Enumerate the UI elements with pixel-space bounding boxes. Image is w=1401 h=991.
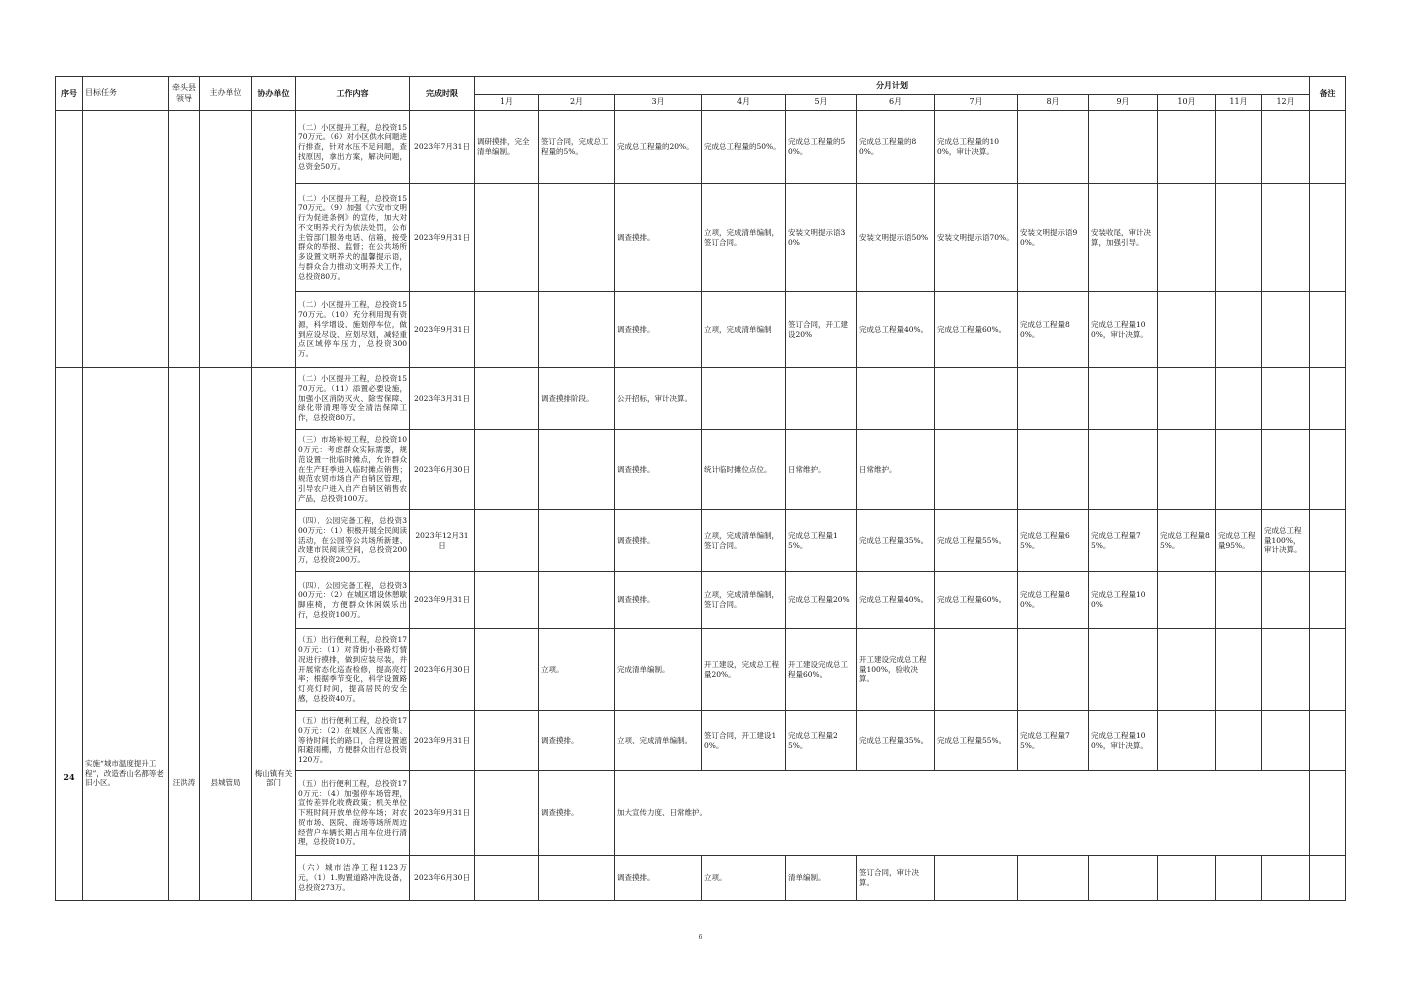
month-3-cell: 加大宣传力度、日常维护。 — [615, 771, 1310, 856]
month-10-cell — [1158, 430, 1216, 510]
month-11-cell — [1216, 430, 1262, 510]
month-4-cell: 完成总工程量的50%。 — [702, 111, 786, 184]
month-9-cell — [1089, 111, 1158, 184]
month-8-cell: 完成总工程量80%。 — [1018, 572, 1089, 629]
header-month-3: 3月 — [615, 95, 702, 111]
month-6-cell: 完成总工程量35%。 — [857, 510, 935, 572]
remarks-cell — [1310, 856, 1346, 901]
month-2-cell: 立项。 — [539, 629, 615, 711]
month-9-cell: 完成总工程量100% — [1089, 572, 1158, 629]
work-content-cell: （二）小区提升工程，总投资1570万元。（9）加强《六安市文明行为促进条例》的宣传，加大对不文明养犬行为依法处罚，公布主管部门服务电话、信箱，接受群众的举报、监督；在公共场所多设置文明养犬的温馨提示语，与群众合力推动文明养犬工作，总投资80万。 — [296, 184, 410, 292]
deadline-cell: 2023年7月31日 — [410, 111, 475, 184]
work-content-cell: （五）出行便利工程，总投资170万元：（2）在城区人流密集、等待时间长的路口，合理设置遮阳避雨棚，方便群众出行总投资120万。 — [296, 711, 410, 771]
month-9-cell — [1089, 856, 1158, 901]
month-8-cell: 安装文明提示语90%。 — [1018, 184, 1089, 292]
month-7-cell — [935, 368, 1018, 430]
month-3-cell: 完成总工程量的20%。 — [615, 111, 702, 184]
work-plan-table — [55, 76, 1346, 901]
deadline-cell: 2023年6月30日 — [410, 856, 475, 901]
month-2-cell — [539, 510, 615, 572]
month-10-cell — [1158, 111, 1216, 184]
group2-assist-unit: 梅山镇有关部门 — [252, 368, 296, 901]
month-6-cell: 签订合同，审计决算。 — [857, 856, 935, 901]
header-month-9: 9月 — [1089, 95, 1158, 111]
month-8-cell — [1018, 629, 1089, 711]
month-12-cell — [1262, 711, 1310, 771]
month-9-cell — [1089, 629, 1158, 711]
remarks-cell — [1310, 771, 1346, 856]
work-content-cell: （五）出行便利工程，总投资170万元：（4）加强停车场管理，宣传差异化收费政策；机关单位下班时间开放单位停车场；对农贸市场、医院、商场等场所周边经营户车辆长期占用车位进行清理，总投资10万。 — [296, 771, 410, 856]
month-10-cell — [1158, 856, 1216, 901]
month-11-cell — [1216, 111, 1262, 184]
deadline-cell: 2023年3月31日 — [410, 368, 475, 430]
month-7-cell: 安装文明提示语70%。 — [935, 184, 1018, 292]
remarks-cell — [1310, 629, 1346, 711]
month-12-cell — [1262, 184, 1310, 292]
work-content-cell: （六）城市洁净工程1123万元，（1）1.购置道路冲洗设备，总投资273万。 — [296, 856, 410, 901]
month-1-cell — [475, 184, 539, 292]
month-7-cell: 完成总工程量的100%，审计决算。 — [935, 111, 1018, 184]
month-4-cell: 立项，完成清单编制，签订合同。 — [702, 572, 786, 629]
month-12-cell — [1262, 430, 1310, 510]
month-6-cell: 完成总工程量35%。 — [857, 711, 935, 771]
month-10-cell — [1158, 292, 1216, 368]
header-assist-unit: 协办单位 — [252, 77, 296, 111]
remarks-cell — [1310, 184, 1346, 292]
work-content-cell: （四）．公园完备工程，总投资300万元：（1）积极开展全民阅读活动，在公园等公共场所新建、改建市民阅读空间，总投资200万，总投资200万。 — [296, 510, 410, 572]
month-1-cell — [475, 292, 539, 368]
header-month-7: 7月 — [935, 95, 1018, 111]
month-1-cell — [475, 711, 539, 771]
table-row — [56, 111, 1346, 184]
month-9-cell: 完成总工程量75%。 — [1089, 510, 1158, 572]
month-7-cell — [935, 430, 1018, 510]
month-5-cell: 日常维护。 — [786, 430, 857, 510]
month-7-cell — [935, 629, 1018, 711]
month-3-cell: 立项、完成清单编制。 — [615, 711, 702, 771]
group1-lead-leader-cell — [169, 111, 200, 368]
month-4-cell: 统计临时摊位点位。 — [702, 430, 786, 510]
month-3-cell: 调查摸排。 — [615, 510, 702, 572]
page-number: 6 — [698, 934, 703, 941]
group2-lead-leader: 汪洪涛 — [169, 368, 200, 901]
group2-main-unit: 县城管局 — [200, 368, 252, 901]
deadline-cell: 2023年12月31日 — [410, 510, 475, 572]
work-content-cell: （三）市场补短工程，总投资100万元：考虑群众实际需要，规范设置一批临时摊点，允许群众在生产旺季进入临时摊点销售；规范农贸市场自产自销区管理，引导农户进入自产自销区销售农产品，总投资100万。 — [296, 430, 410, 510]
month-10-cell — [1158, 629, 1216, 711]
header-month-2: 2月 — [539, 95, 615, 111]
month-10-cell: 完成总工程量85%。 — [1158, 510, 1216, 572]
month-10-cell — [1158, 711, 1216, 771]
month-7-cell: 完成总工程量60%。 — [935, 292, 1018, 368]
month-9-cell: 完成总工程量100%，审计决算。 — [1089, 711, 1158, 771]
header-month-6: 6月 — [857, 95, 935, 111]
month-4-cell: 立项，完成清单编制，签订合同。 — [702, 184, 786, 292]
remarks-cell — [1310, 111, 1346, 184]
month-1-cell — [475, 856, 539, 901]
month-6-cell: 完成总工程量40%。 — [857, 292, 935, 368]
month-2-cell: 调查摸排。 — [539, 711, 615, 771]
month-5-cell: 完成总工程量20% — [786, 572, 857, 629]
month-4-cell: 立项，完成清单编制 — [702, 292, 786, 368]
header-work-content: 工作内容 — [296, 77, 410, 111]
month-12-cell — [1262, 368, 1310, 430]
month-3-cell: 调查摸排。 — [615, 292, 702, 368]
month-1-cell — [475, 430, 539, 510]
deadline-cell: 2023年6月30日 — [410, 629, 475, 711]
month-4-cell: 开工建设，完成总工程量20%。 — [702, 629, 786, 711]
month-11-cell — [1216, 292, 1262, 368]
header-lead-leader: 牵头县领导 — [169, 77, 200, 111]
month-3-cell: 公开招标，审计决算。 — [615, 368, 702, 430]
group1-seq-cell — [56, 111, 83, 368]
month-5-cell: 开工建设完成总工程量60%。 — [786, 629, 857, 711]
month-4-cell: 立项。 — [702, 856, 786, 901]
month-11-cell: 完成总工程量95%。 — [1216, 510, 1262, 572]
month-6-cell: 完成总工程量的80%。 — [857, 111, 935, 184]
month-8-cell — [1018, 856, 1089, 901]
month-6-cell: 日常维护。 — [857, 430, 935, 510]
header-month-11: 11月 — [1216, 95, 1262, 111]
month-3-cell: 调查摸排。 — [615, 856, 702, 901]
deadline-cell: 2023年9月31日 — [410, 292, 475, 368]
month-11-cell — [1216, 711, 1262, 771]
month-11-cell — [1216, 368, 1262, 430]
month-4-cell: 立项，完成清单编制，签订合同。 — [702, 510, 786, 572]
month-7-cell: 完成总工程量55%。 — [935, 711, 1018, 771]
month-6-cell: 安装文明提示语50% — [857, 184, 935, 292]
month-1-cell — [475, 368, 539, 430]
header-month-5: 5月 — [786, 95, 857, 111]
month-9-cell: 安装收尾，审计决算，加强引导。 — [1089, 184, 1158, 292]
header-month-4: 4月 — [702, 95, 786, 111]
month-1-cell — [475, 629, 539, 711]
month-5-cell — [786, 368, 857, 430]
month-5-cell: 完成总工程量15%。 — [786, 510, 857, 572]
work-content-cell: （二）小区提升工程，总投资1570万元。（6）对小区供水问题进行排查，针对水压不足问题，查找原因，拿出方案，解决问题，总资金50万。 — [296, 111, 410, 184]
month-4-cell: 签订合同，开工建设10%。 — [702, 711, 786, 771]
month-7-cell: 完成总工程量55%。 — [935, 510, 1018, 572]
group1-target-cell — [83, 111, 169, 368]
month-12-cell — [1262, 572, 1310, 629]
month-8-cell — [1018, 368, 1089, 430]
month-2-cell: 调查摸排阶段。 — [539, 368, 615, 430]
remarks-cell — [1310, 368, 1346, 430]
deadline-cell: 2023年9月31日 — [410, 771, 475, 856]
month-8-cell: 完成总工程量80%。 — [1018, 292, 1089, 368]
header-main-unit: 主办单位 — [200, 77, 252, 111]
month-5-cell: 签订合同，开工建设20% — [786, 292, 857, 368]
group1-assist-unit-cell — [252, 111, 296, 368]
month-11-cell — [1216, 184, 1262, 292]
group1-main-unit-cell — [200, 111, 252, 368]
deadline-cell: 2023年9月31日 — [410, 184, 475, 292]
header-monthly-plan: 分月计划 — [475, 77, 1310, 95]
remarks-cell — [1310, 711, 1346, 771]
month-7-cell: 完成总工程量60%。 — [935, 572, 1018, 629]
month-12-cell — [1262, 629, 1310, 711]
month-8-cell: 完成总工程量75%。 — [1018, 711, 1089, 771]
work-content-cell: （五）出行便利工程，总投资170万元：（1）对背街小巷路灯情况进行摸排，做到应装尽装，并开展常态化巡查检修，提高亮灯率；根据季节变化，科学设置路灯亮灯时间，提高居民的安全感，总投资40万。 — [296, 629, 410, 711]
month-1-cell — [475, 771, 539, 856]
month-11-cell — [1216, 572, 1262, 629]
work-content-cell: （二）小区提升工程，总投资1570万元。（10）充分利用现有资源，科学增设、施划停车位，做到应设尽设、应划尽划，减轻重点区域停车压力，总投资300万。 — [296, 292, 410, 368]
work-content-cell: （二）小区提升工程，总投资1570万元。（11）添置必要设施，加强小区消防灭火、除雪保障、绿化带清理等安全清洁保障工作，总投资80万。 — [296, 368, 410, 430]
group2-target: 实施“城市温度提升工程”，改造香山名都等老旧小区。 — [83, 368, 169, 901]
month-11-cell — [1216, 856, 1262, 901]
month-2-cell: 调查摸排。 — [539, 771, 615, 856]
deadline-cell: 2023年9月31日 — [410, 711, 475, 771]
header-deadline: 完成时限 — [410, 77, 475, 111]
remarks-cell — [1310, 510, 1346, 572]
month-12-cell — [1262, 292, 1310, 368]
month-5-cell: 完成总工程量25%。 — [786, 711, 857, 771]
month-1-cell — [475, 572, 539, 629]
month-12-cell — [1262, 111, 1310, 184]
month-12-cell — [1262, 856, 1310, 901]
month-9-cell: 完成总工程量100%，审计决算。 — [1089, 292, 1158, 368]
header-month-12: 12月 — [1262, 95, 1310, 111]
remarks-cell — [1310, 292, 1346, 368]
month-10-cell — [1158, 368, 1216, 430]
month-7-cell — [935, 856, 1018, 901]
deadline-cell: 2023年9月31日 — [410, 572, 475, 629]
header-seq: 序号 — [56, 77, 83, 111]
month-3-cell: 调查摸排。 — [615, 184, 702, 292]
month-6-cell: 完成总工程量40%。 — [857, 572, 935, 629]
month-4-cell — [702, 368, 786, 430]
month-1-cell: 调研摸排，完全清单编制。 — [475, 111, 539, 184]
month-5-cell: 清单编制。 — [786, 856, 857, 901]
month-2-cell — [539, 856, 615, 901]
month-2-cell — [539, 292, 615, 368]
month-9-cell — [1089, 430, 1158, 510]
month-3-cell: 调查摸排。 — [615, 430, 702, 510]
table-row — [56, 368, 1346, 430]
month-8-cell — [1018, 111, 1089, 184]
month-6-cell — [857, 368, 935, 430]
month-2-cell: 签订合同，完成总工程量的5%。 — [539, 111, 615, 184]
group2-seq: 24 — [56, 368, 83, 901]
month-5-cell: 完成总工程量的50%。 — [786, 111, 857, 184]
remarks-cell — [1310, 430, 1346, 510]
month-2-cell — [539, 184, 615, 292]
month-1-cell — [475, 510, 539, 572]
month-3-cell: 调查摸排。 — [615, 572, 702, 629]
month-8-cell: 完成总工程量65%。 — [1018, 510, 1089, 572]
month-6-cell: 开工建设完成总工程量100%，验收决算。 — [857, 629, 935, 711]
month-10-cell — [1158, 184, 1216, 292]
header-month-10: 10月 — [1158, 95, 1216, 111]
month-2-cell — [539, 430, 615, 510]
header-target: 目标任务 — [83, 77, 169, 111]
month-5-cell: 安装文明提示语30% — [786, 184, 857, 292]
header-month-8: 8月 — [1018, 95, 1089, 111]
month-12-cell: 完成总工程量100%，审计决算。 — [1262, 510, 1310, 572]
month-10-cell — [1158, 572, 1216, 629]
month-11-cell — [1216, 629, 1262, 711]
header-remarks: 备注 — [1310, 77, 1346, 111]
remarks-cell — [1310, 572, 1346, 629]
deadline-cell: 2023年6月30日 — [410, 430, 475, 510]
month-3-cell: 完成清单编制。 — [615, 629, 702, 711]
work-content-cell: （四）．公园完备工程，总投资300万元：（2）在城区增设休憩歇脚座椅，方便群众休闲娱乐出行，总投资100万。 — [296, 572, 410, 629]
month-9-cell — [1089, 368, 1158, 430]
month-2-cell — [539, 572, 615, 629]
header-month-1: 1月 — [475, 95, 539, 111]
month-8-cell — [1018, 430, 1089, 510]
